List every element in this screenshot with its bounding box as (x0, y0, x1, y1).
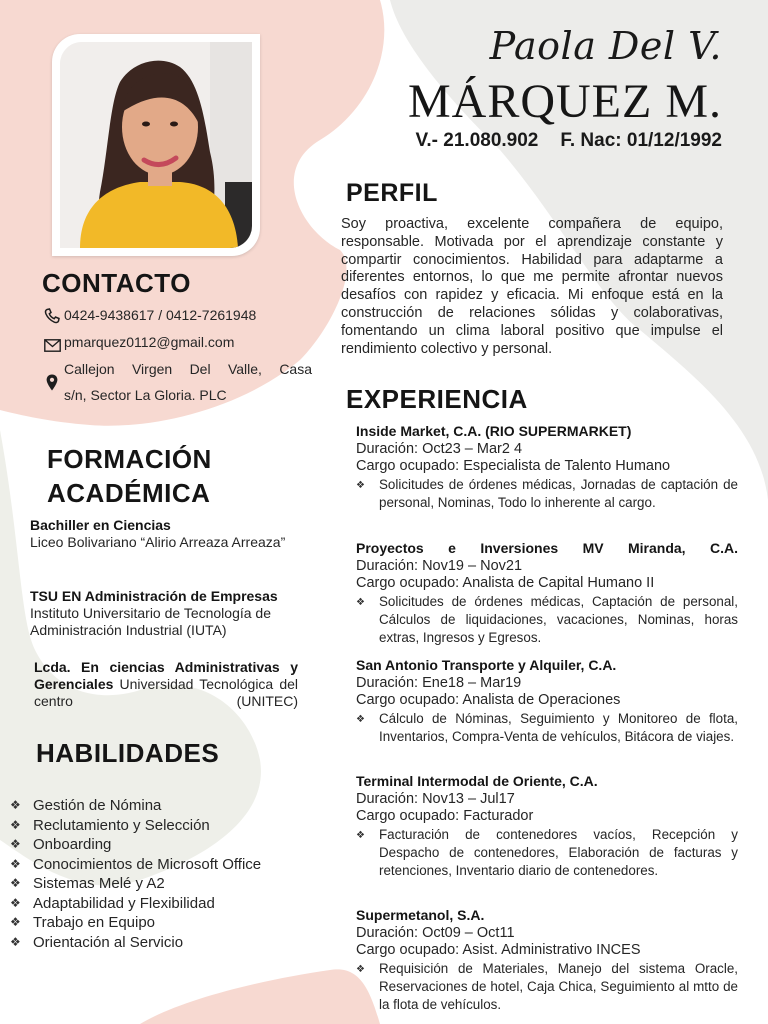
contact-email (40, 329, 234, 355)
education-heading-line-2: ACADÉMICA (47, 478, 211, 508)
education-item (30, 588, 298, 639)
profile-heading: PERFIL (346, 179, 438, 207)
education-title: Bachiller en Ciencias (30, 517, 171, 533)
job-company: San Antonio Transporte y Alquiler, C.A. (356, 657, 617, 673)
profile-photo-frame (52, 34, 260, 256)
job-duration: Duración: Oct23 – Mar2 4 (356, 440, 523, 457)
education-institution: Liceo Bolivariano “Alirio Arreaza Arreaza” (30, 534, 286, 550)
skill-item: ❖ Conocimientos de Microsoft Office (10, 855, 262, 873)
experience-job (356, 540, 738, 646)
job-position: Cargo ocupado: Asist. Administrativo INCES (356, 942, 641, 959)
job-position: Cargo ocupado: Analista de Operaciones (356, 692, 621, 709)
job-details: ❖ Facturación de contenedores vacíos, Recepción y Despacho de contenedores, Elaboración de facturas y retenciones, Inventario diario de contenedores. (356, 827, 738, 878)
contact-phone (40, 302, 256, 328)
diamond-bullet-icon: ❖ (356, 964, 365, 976)
skill-item: ❖ Onboarding (10, 836, 112, 853)
education-title: TSU EN Administración de Empresas (30, 588, 278, 604)
experience-job (356, 657, 738, 746)
first-name: Paola Del V. (489, 24, 722, 68)
education-item (30, 659, 298, 710)
job-company: Inside Market, C.A. (RIO SUPERMARKET) (356, 423, 632, 439)
job-company: Terminal Intermodal de Oriente, C.A. (356, 773, 598, 789)
job-duration: Duración: Ene18 – Mar19 (356, 674, 522, 691)
contact-address (40, 356, 312, 408)
diamond-bullet-icon: ❖ (356, 480, 365, 492)
contact-heading: CONTACTO (42, 268, 191, 298)
job-duration: Duración: Oct09 – Oct11 (356, 924, 515, 941)
job-duration: Duración: Nov19 – Nov21 (356, 557, 523, 574)
skill-item: ❖ Sistemas Melé y A2 (10, 875, 165, 892)
diamond-bullet-icon: ❖ (10, 817, 21, 832)
skills-list (10, 796, 261, 952)
address-line-1: Callejon Virgen Del Valle, Casa (64, 361, 312, 377)
skill-item: ❖ Reclutamiento y Selección (10, 816, 210, 834)
envelope-icon (40, 329, 64, 355)
job-details: ❖ Solicitudes de órdenes médicas, Captación de personal, Cálculos de liquidaciones, vacaciones, Nominas, horas extras, Ingresos y Egresos. (356, 594, 738, 645)
diamond-bullet-icon: ❖ (10, 856, 21, 871)
experience-job (356, 907, 738, 1013)
skill-item: ❖ Trabajo en Equipo (10, 914, 156, 931)
job-position: Cargo ocupado: Especialista de Talento Humano (356, 458, 671, 475)
job-company: Proyectos e Inversiones MV Miranda, C.A. (356, 540, 738, 556)
diamond-bullet-icon: ❖ (356, 597, 365, 609)
experience-job (356, 773, 738, 879)
id-line (415, 130, 722, 152)
experience-job (356, 423, 738, 512)
profile-text: Soy proactiva, excelente compañera de equipo, responsable. Motivada por el aprendizaje constante y compartir conocimientos. Habilidad para adaptarme a diferentes entornos, lo que me permite afrontar nuevos desafíos con rapidez y eficacia. Mi enfoque está en la construcción de relaciones sólidas y colaborativas, fomentando un clima laboral positivo que impulse el rendimiento colectivo y personal. (341, 216, 723, 357)
job-details: ❖ Requisición de Materiales, Manejo del sistema Oracle, Reservaciones de hotel, Caja Chica, Seguimiento al mtto de la flota de vehículos. (356, 961, 738, 1012)
job-position: Cargo ocupado: Analista de Capital Humano II (356, 575, 655, 592)
diamond-bullet-icon: ❖ (10, 915, 21, 929)
phone-icon (40, 302, 64, 328)
education-item (30, 517, 298, 551)
location-pin-icon (40, 356, 64, 408)
skill-item: ❖ Adaptabilidad y Flexibilidad (10, 894, 215, 912)
education-institution: Instituto Universitario de Tecnología de Administración Industrial (IUTA) (30, 605, 271, 638)
skill-item: ❖ Orientación al Servicio (10, 933, 184, 951)
diamond-bullet-icon: ❖ (10, 934, 21, 949)
diamond-bullet-icon: ❖ (10, 798, 21, 812)
experience-heading: EXPERIENCIA (346, 384, 528, 414)
id-number: V.- 21.080.902 (415, 130, 539, 151)
education-title: Lcda. En ciencias Administrativas y Gerenciales (34, 659, 298, 692)
pink-blob-bottom (140, 969, 380, 1024)
phone-text: 0424-9438617 / 0412-7261948 (64, 307, 257, 323)
job-position: Cargo ocupado: Facturador (356, 808, 534, 825)
job-company: Supermetanol, S.A. (356, 907, 485, 923)
diamond-bullet-icon: ❖ (10, 837, 21, 851)
job-details: ❖ Solicitudes de órdenes médicas, Jornadas de captación de personal, Nominas, Todo lo inherente al cargo. (356, 477, 738, 510)
diamond-bullet-icon: ❖ (10, 876, 21, 890)
birth-date: F. Nac: 01/12/1992 (560, 130, 722, 151)
diamond-bullet-icon: ❖ (356, 714, 365, 726)
address-line-2: s/n, Sector La Gloria. PLC (64, 387, 227, 403)
skills-heading: HABILIDADES (36, 738, 220, 768)
education-heading (47, 442, 212, 510)
education-institution: Universidad Tecnológica del centro (UNITEC) (34, 676, 298, 709)
last-name: MÁRQUEZ M. (407, 75, 722, 128)
education-heading-line-1: FORMACIÓN (47, 444, 212, 474)
skill-item: ❖ Gestión de Nómina (10, 797, 162, 814)
diamond-bullet-icon: ❖ (10, 895, 21, 910)
job-details: ❖ Cálculo de Nóminas, Seguimiento y Monitoreo de flota, Inventarios, Compra-Venta de vehículos, Bitácora de viajes. (356, 711, 738, 744)
diamond-bullet-icon: ❖ (356, 830, 365, 842)
job-duration: Duración: Nov13 – Jul17 (356, 790, 515, 807)
email-text: pmarquez0112@gmail.com (64, 334, 235, 350)
profile-photo (60, 42, 252, 248)
